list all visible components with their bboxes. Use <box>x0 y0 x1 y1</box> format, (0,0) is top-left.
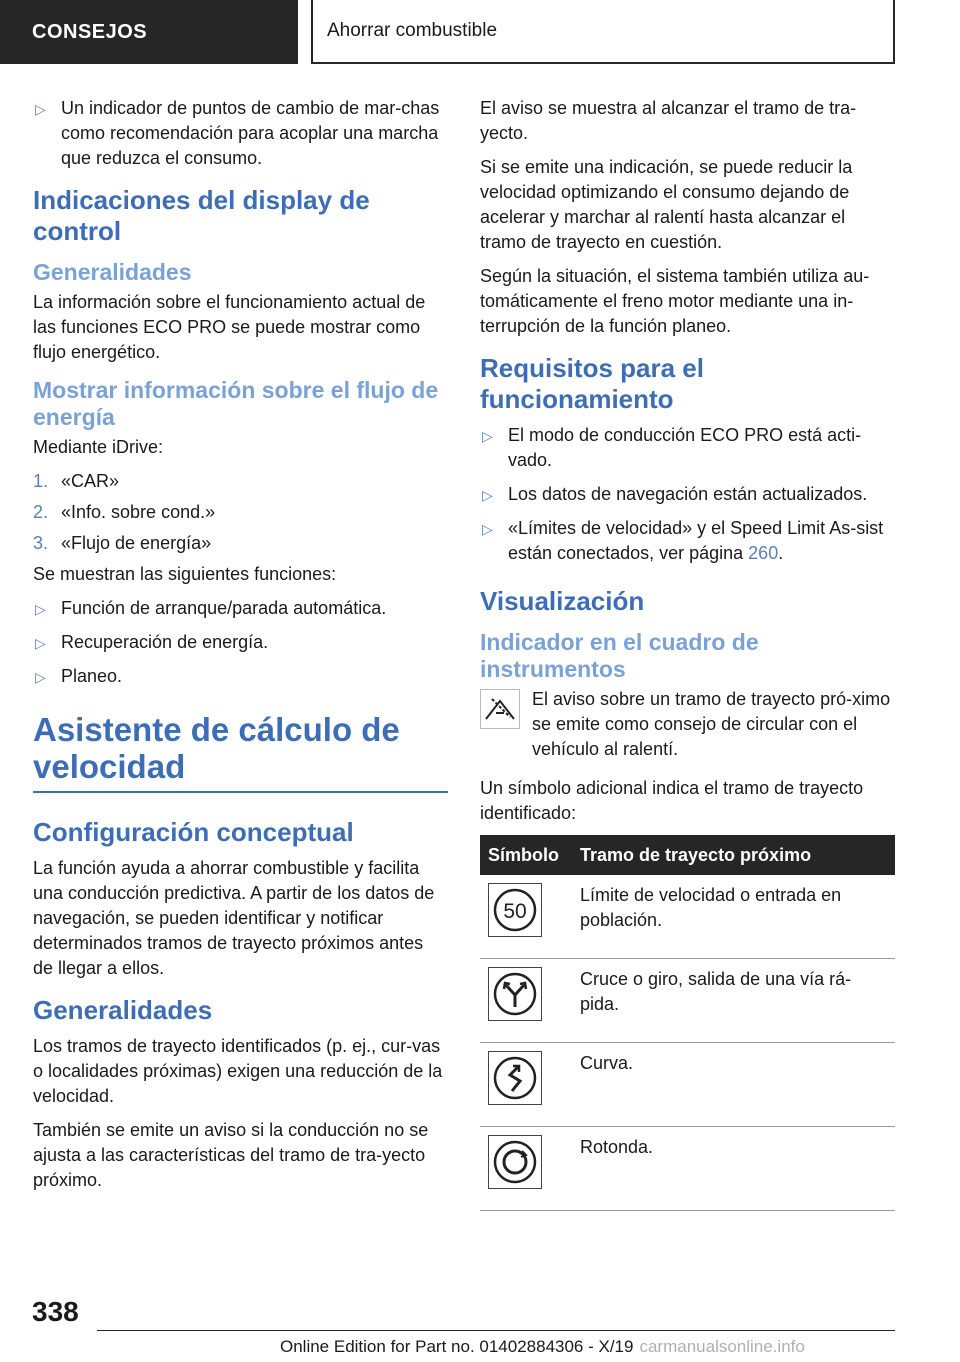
paragraph: También se emite un aviso si la conducción no se ajusta a las características del tramo de tra-yecto próximo. <box>33 1120 429 1190</box>
roundabout-icon <box>488 1135 542 1189</box>
paragraph: Se muestran las siguientes funciones: <box>33 564 337 584</box>
table-row <box>480 1127 895 1211</box>
row-text: Curva. <box>572 1043 895 1127</box>
page-number: 338 <box>32 1296 79 1327</box>
triangle-bullet-icon: ▷ <box>482 487 493 503</box>
heading-visualization: Visualización <box>480 586 645 616</box>
col-header-section: Tramo de trayecto próximo <box>572 835 895 875</box>
table-row <box>480 875 895 959</box>
triangle-bullet-icon: ▷ <box>35 101 46 117</box>
right-column <box>480 96 895 1211</box>
list-item: ▷ Función de arranque/parada automática. <box>33 596 448 621</box>
heading-cluster: Indicador en el cuadro de instrumentos <box>480 629 759 682</box>
paragraph: Si se emite una indicación, se puede reducir la velocidad optimizando el consumo dejando de acelerar y marchar al ralentí hasta alcanzar el tramo de trayecto en cuestión. <box>480 157 853 252</box>
header-section: CONSEJOS <box>0 0 298 64</box>
step-item: 3. «Flujo de energía» <box>33 533 212 553</box>
col-header-symbol: Símbolo <box>480 835 572 875</box>
paragraph: El aviso se muestra al alcanzar el tramo de tra-yecto. <box>480 98 857 143</box>
coasting-hint-icon <box>480 689 520 729</box>
speed-limit-50-icon <box>488 883 542 937</box>
list-item: ▷ Recuperación de energía. <box>33 630 448 655</box>
list-item: ▷ El modo de conducción ECO PRO está acti-vado. <box>482 425 862 470</box>
paragraph: Mediante iDrive: <box>33 437 164 457</box>
row-text: Límite de velocidad o entrada en población. <box>572 875 895 959</box>
symbol-table <box>480 835 895 1211</box>
step-item: 1. «CAR» <box>33 471 120 491</box>
triangle-bullet-icon: ▷ <box>35 601 46 617</box>
list-item: ▷ Los datos de navegación están actualizados. <box>480 482 895 507</box>
row-text: Rotonda. <box>572 1127 895 1211</box>
list-item: ▷ Planeo. <box>33 664 448 689</box>
list-item: ▷ «Límites de velocidad» y el Speed Limit As-sist están conectados, ver página 260. <box>482 518 884 563</box>
heading-assistant: Asistente de cálculo de velocidad <box>33 711 448 793</box>
footer-edition: Online Edition for Part no. 01402884306 - X/19 carmanualsonline.info <box>280 1337 805 1356</box>
paragraph: Según la situación, el sistema también utiliza au-tomáticamente el freno motor mediante una in-terrupción de la función planeo. <box>480 266 870 336</box>
paragraph: La información sobre el funcionamiento actual de las funciones ECO PRO se puede mostrar como flujo energético. <box>33 292 426 362</box>
paragraph: Un símbolo adicional indica el tramo de trayecto identificado: <box>480 778 864 823</box>
speed-limit-value: 50 <box>503 900 527 923</box>
curve-icon <box>488 1051 542 1105</box>
footer-divider <box>97 1330 895 1331</box>
paragraph: La función ayuda a ahorrar combustible y facilita una conducción predictiva. A partir de los datos de navegación, se pueden identificar y notificar determinados tramos de trayecto próximos antes de llegar a ellos. <box>33 858 435 978</box>
heading-show-energy: Mostrar información sobre el flujo de energía <box>33 377 439 430</box>
left-column <box>33 96 448 1202</box>
page-link[interactable]: 260 <box>748 543 779 563</box>
heading-requirements: Requisitos para el funcionamiento <box>480 353 704 414</box>
triangle-bullet-icon: ▷ <box>35 635 46 651</box>
junction-icon <box>488 967 542 1021</box>
table-row <box>480 1043 895 1127</box>
triangle-bullet-icon: ▷ <box>35 669 46 685</box>
coasting-notice: El aviso sobre un tramo de trayecto pró-ximo se emite como consejo de circular con el vehículo al ralentí. <box>480 687 895 762</box>
heading-concept: Configuración conceptual <box>33 817 354 847</box>
heading-general: Generalidades <box>33 259 192 285</box>
row-text: Cruce o giro, salida de una vía rá-pida. <box>572 959 895 1043</box>
triangle-bullet-icon: ▷ <box>482 521 493 537</box>
header-topic: Ahorrar combustible <box>311 0 895 64</box>
table-header-row <box>480 835 895 875</box>
paragraph: Los tramos de trayecto identificados (p. ej., cur-vas o localidades próximas) exigen una reducción de la velocidad. <box>33 1036 443 1106</box>
watermark: carmanualsonline.info <box>639 1337 805 1356</box>
triangle-bullet-icon: ▷ <box>482 428 493 444</box>
step-item: 2. «Info. sobre cond.» <box>33 502 216 522</box>
list-item: ▷ Un indicador de puntos de cambio de mar-chas como recomendación para acoplar una marcha que reduzca el consumo. <box>35 98 440 168</box>
heading-general-2: Generalidades <box>33 995 213 1025</box>
table-row <box>480 959 895 1043</box>
heading-display: Indicaciones del display de control <box>33 185 370 246</box>
